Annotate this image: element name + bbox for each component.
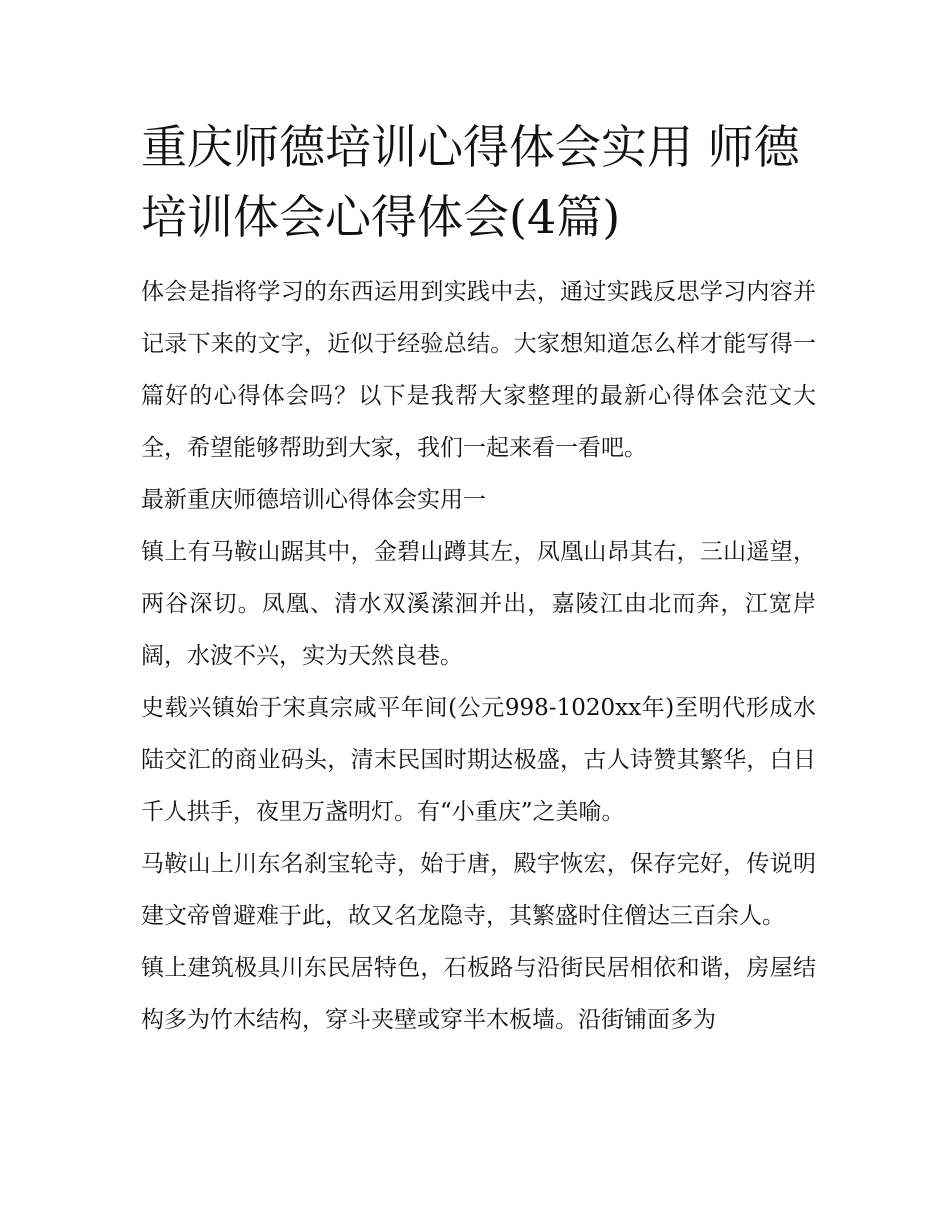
paragraph: 马鞍山上川东名刹宝轮寺，始于唐，殿宇恢宏，保存完好，传说明建文帝曾避难于此，故又名龙隐寺，其繁盛时住僧达三百余人。	[141, 851, 816, 929]
section-heading: 最新重庆师德培训心得体会实用一	[141, 487, 486, 513]
document-body	[141, 112, 816, 1046]
paragraph: 镇上有马鞍山踞其中，金碧山蹲其左，凤凰山昂其右，三山遥望，两谷深切。凤凰、清水双溪潆洄并出，嘉陵江由北而奔，江宽岸阔，水波不兴，实为天然良巷。	[141, 539, 816, 669]
paragraph-intro: 体会是指将学习的东西运用到实践中去，通过实践反思学习内容并记录下来的文字，近似于经验总结。大家想知道怎么样才能写得一篇好的心得体会吗？以下是我帮大家整理的最新心得体会范文大全，希望能够帮助到大家，我们一起来看一看吧。	[141, 279, 816, 461]
paragraph: 镇上建筑极具川东民居特色，石板路与沿街民居相依和谐，房屋结构多为竹木结构，穿斗夹壁或穿半木板墙。沿街铺面多为	[141, 955, 816, 1033]
paragraph: 史载兴镇始于宋真宗咸平年间(公元998-1020xx年)至明代形成水陆交汇的商业码头，清末民国时期达极盛，古人诗赞其繁华，白日千人拱手，夜里万盏明灯。有“小重庆”之美喻。	[141, 695, 816, 825]
document-title: 重庆师德培训心得体会实用 师德培训体会心得体会(4篇)	[141, 120, 800, 244]
